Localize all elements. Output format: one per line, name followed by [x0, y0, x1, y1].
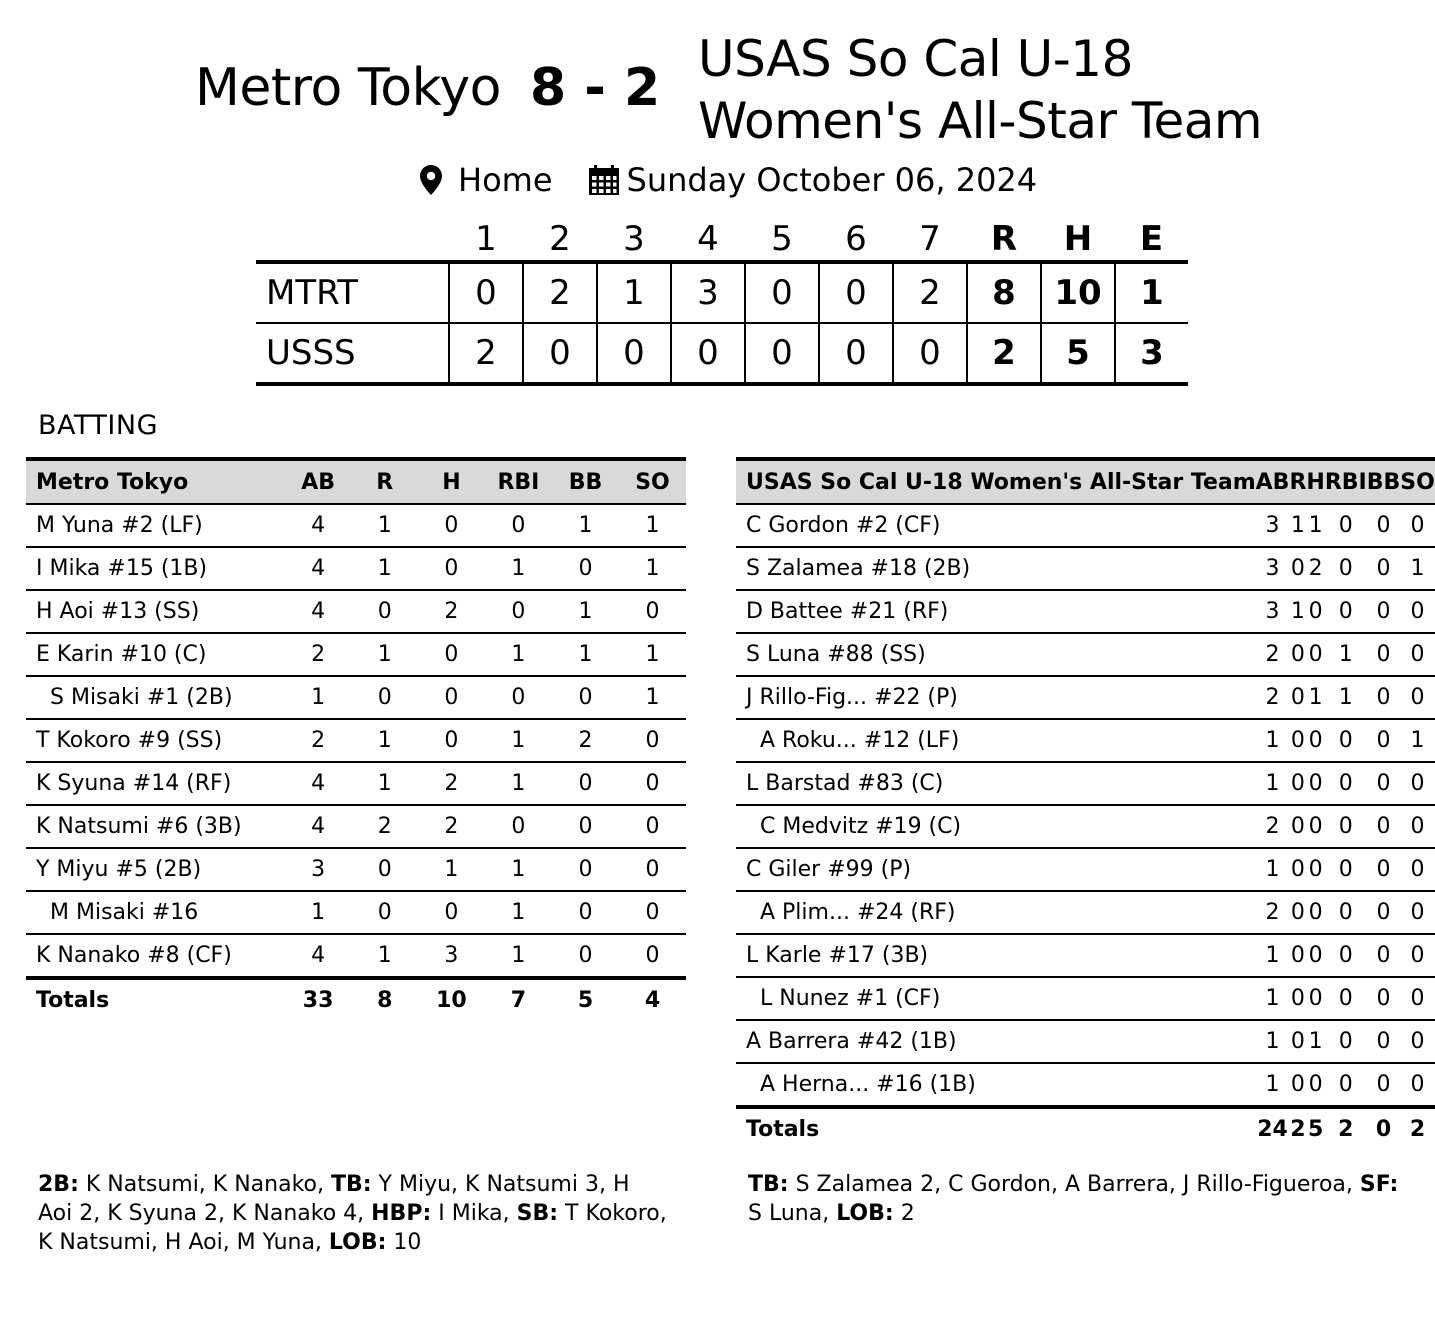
stat-cell: 0 — [1367, 590, 1401, 633]
player-row — [736, 504, 1435, 547]
stat-cell: 0 — [1400, 1020, 1435, 1063]
stat-cell: 1 — [552, 633, 619, 676]
stat-cell: 1 — [485, 848, 552, 891]
stat-cell: 0 — [485, 805, 552, 848]
player-name: Y Miyu #5 (2B) — [26, 848, 285, 891]
stat-cell: 0 — [1367, 1020, 1401, 1063]
player-name: E Karin #10 (C) — [26, 633, 285, 676]
away-batting-notes — [748, 1170, 1408, 1228]
player-name: C Medvitz #19 (C) — [736, 805, 1256, 848]
inning-score: 0 — [819, 323, 893, 384]
player-name: M Yuna #2 (LF) — [26, 504, 285, 547]
player-row — [736, 891, 1435, 934]
total-cell: 2 — [1400, 1107, 1435, 1150]
stat-cell: 1 — [485, 633, 552, 676]
player-row — [26, 891, 686, 934]
stat-cell: 1 — [485, 891, 552, 934]
stat-cell: 1 — [1306, 1020, 1324, 1063]
stat-cell: 0 — [1289, 934, 1306, 977]
note-label: 2B: — [38, 1172, 79, 1197]
stat-cell: 0 — [1306, 719, 1324, 762]
inning-score: 2 — [449, 323, 523, 384]
note-label: SF: — [1359, 1172, 1399, 1197]
total-cell: 4 — [619, 978, 686, 1021]
inning-score: 0 — [523, 323, 597, 384]
hits-total: 5 — [1041, 323, 1115, 384]
note-text: K Natsumi, K Nanako, — [78, 1172, 331, 1197]
player-name: A Roku... #12 (LF) — [736, 719, 1256, 762]
stat-cell: 4 — [285, 934, 352, 978]
stat-cell: 0 — [1400, 848, 1435, 891]
stat-cell: 1 — [1289, 590, 1306, 633]
runs-header: R — [990, 219, 1018, 259]
stat-cell: 0 — [1400, 633, 1435, 676]
inning-score: 0 — [671, 323, 745, 384]
player-row — [26, 590, 686, 633]
team-column-header: USAS So Cal U-18 Women's All-Star Team — [736, 459, 1256, 504]
player-name: M Misaki #16 — [26, 891, 285, 934]
player-name: A Barrera #42 (1B) — [736, 1020, 1256, 1063]
stat-cell: 1 — [485, 934, 552, 978]
stat-cell: 2 — [1306, 547, 1324, 590]
final-score: 8 - 2 — [530, 58, 661, 118]
player-row — [26, 762, 686, 805]
total-cell: 2 — [1325, 1107, 1367, 1150]
stat-column-header: BB — [1367, 459, 1401, 504]
stat-column-header: AB — [285, 459, 352, 504]
stat-cell: 0 — [485, 504, 552, 547]
player-name: I Mika #15 (1B) — [26, 547, 285, 590]
runs-total: 8 — [967, 262, 1041, 323]
stat-cell: 0 — [1306, 934, 1324, 977]
player-name: A Herna... #16 (1B) — [736, 1063, 1256, 1107]
stat-cell: 2 — [1256, 633, 1290, 676]
stat-cell: 1 — [1400, 547, 1435, 590]
stat-cell: 0 — [418, 633, 485, 676]
totals-row — [736, 1107, 1435, 1150]
player-row — [736, 934, 1435, 977]
player-row — [736, 590, 1435, 633]
inning-score: 0 — [819, 262, 893, 323]
stat-cell: 0 — [1367, 848, 1401, 891]
player-row — [736, 977, 1435, 1020]
note-text: S Luna, — [748, 1201, 837, 1226]
home-batting-table — [26, 457, 686, 1021]
inning-header: 2 — [549, 219, 571, 259]
stat-cell: 4 — [285, 547, 352, 590]
stat-cell: 0 — [418, 504, 485, 547]
inning-header: 4 — [697, 219, 719, 259]
stat-cell: 0 — [1325, 719, 1367, 762]
table-header-row — [736, 459, 1435, 504]
stat-cell: 0 — [1289, 977, 1306, 1020]
stat-cell: 0 — [1306, 977, 1324, 1020]
total-cell: 5 — [552, 978, 619, 1021]
errors-total: 1 — [1115, 262, 1188, 323]
note-text: 10 — [386, 1230, 422, 1255]
stat-cell: 0 — [1325, 762, 1367, 805]
note-text: S Zalamea 2, C Gordon, A Barrera, J Rillo-Figueroa, — [788, 1172, 1360, 1197]
inning-header: 7 — [919, 219, 941, 259]
player-name: L Nunez #1 (CF) — [736, 977, 1256, 1020]
stat-cell: 0 — [1289, 805, 1306, 848]
player-row — [26, 676, 686, 719]
totals-label: Totals — [26, 978, 285, 1021]
stat-cell: 1 — [285, 676, 352, 719]
stat-cell: 0 — [1289, 762, 1306, 805]
note-text: T Kokoro, K Natsumi, H Aoi, M Yuna, — [38, 1201, 667, 1255]
player-row — [26, 633, 686, 676]
player-row — [736, 762, 1435, 805]
stat-cell: 2 — [418, 805, 485, 848]
date-text: Sunday October 06, 2024 — [626, 161, 1038, 199]
stat-cell: 3 — [418, 934, 485, 978]
stat-cell: 0 — [1306, 891, 1324, 934]
stat-cell: 0 — [1367, 633, 1401, 676]
stat-cell: 0 — [418, 891, 485, 934]
player-row — [26, 504, 686, 547]
stat-column-header: BB — [552, 459, 619, 504]
stat-cell: 0 — [1400, 805, 1435, 848]
player-row — [736, 848, 1435, 891]
stat-cell: 1 — [619, 504, 686, 547]
stat-cell: 1 — [1256, 719, 1290, 762]
away-team-name-line2: Women's All-Star Team — [698, 92, 1263, 150]
game-header — [0, 0, 1425, 150]
note-label: SB: — [516, 1201, 559, 1226]
stat-cell: 1 — [485, 547, 552, 590]
stat-cell: 3 — [1256, 590, 1290, 633]
stat-cell: 0 — [1400, 1063, 1435, 1107]
inning-header: 1 — [475, 219, 497, 259]
stat-column-header: RBI — [485, 459, 552, 504]
stat-cell: 0 — [1367, 934, 1401, 977]
stat-cell: 0 — [1400, 504, 1435, 547]
stat-cell: 1 — [1306, 504, 1324, 547]
total-cell: 24 — [1256, 1107, 1290, 1150]
batting-section-title: BATTING — [38, 410, 158, 441]
note-label: LOB: — [836, 1201, 894, 1226]
inning-score: 3 — [671, 262, 745, 323]
player-name: D Battee #21 (RF) — [736, 590, 1256, 633]
stat-cell: 0 — [1306, 1063, 1324, 1107]
total-cell: 8 — [352, 978, 418, 1021]
note-label: TB: — [330, 1172, 372, 1197]
stat-cell: 0 — [552, 547, 619, 590]
home-team-name: Metro Tokyo — [195, 58, 501, 118]
stat-cell: 0 — [1367, 1063, 1401, 1107]
inning-score: 0 — [745, 323, 819, 384]
stat-column-header: SO — [1400, 459, 1435, 504]
stat-cell: 0 — [352, 891, 418, 934]
stat-cell: 1 — [418, 848, 485, 891]
stat-cell: 1 — [352, 633, 418, 676]
stat-cell: 1 — [619, 633, 686, 676]
stat-cell: 3 — [1256, 504, 1290, 547]
stat-column-header: AB — [1256, 459, 1290, 504]
note-text: 2 — [893, 1201, 915, 1226]
stat-cell: 0 — [619, 805, 686, 848]
stat-cell: 1 — [1306, 676, 1324, 719]
player-row — [736, 805, 1435, 848]
stat-cell: 0 — [552, 891, 619, 934]
stat-cell: 1 — [1256, 934, 1290, 977]
stat-cell: 1 — [619, 547, 686, 590]
line-score-row — [256, 323, 1188, 384]
table-header-row — [26, 459, 686, 504]
stat-cell: 0 — [1306, 590, 1324, 633]
total-cell: 10 — [418, 978, 485, 1021]
inning-score: 1 — [597, 262, 671, 323]
stat-cell: 3 — [285, 848, 352, 891]
note-label: HBP: — [371, 1201, 432, 1226]
stat-cell: 1 — [1289, 504, 1306, 547]
stat-cell: 0 — [1289, 1063, 1306, 1107]
stat-cell: 0 — [1367, 676, 1401, 719]
totals-label: Totals — [736, 1107, 1256, 1150]
stat-cell: 1 — [352, 762, 418, 805]
stat-cell: 1 — [1256, 848, 1290, 891]
stat-cell: 0 — [1289, 633, 1306, 676]
stat-cell: 1 — [1325, 676, 1367, 719]
stat-cell: 2 — [1256, 676, 1290, 719]
player-name: J Rillo-Fig... #22 (P) — [736, 676, 1256, 719]
away-team-name — [698, 28, 1318, 152]
stat-cell: 0 — [1289, 719, 1306, 762]
stat-cell: 0 — [352, 676, 418, 719]
stat-cell: 0 — [1325, 805, 1367, 848]
away-batting-table — [736, 457, 1435, 1150]
stat-column-header: RBI — [1325, 459, 1367, 504]
stat-cell: 0 — [1306, 805, 1324, 848]
player-name: S Zalamea #18 (2B) — [736, 547, 1256, 590]
note-text: I Mika, — [431, 1201, 517, 1226]
stat-column-header: H — [418, 459, 485, 504]
stat-cell: 0 — [1325, 504, 1367, 547]
player-row — [26, 719, 686, 762]
stat-cell: 0 — [1289, 1020, 1306, 1063]
stat-cell: 0 — [1289, 676, 1306, 719]
stat-cell: 0 — [1325, 1020, 1367, 1063]
stat-cell: 0 — [619, 590, 686, 633]
stat-cell: 0 — [552, 805, 619, 848]
stat-cell: 1 — [352, 934, 418, 978]
stat-column-header: SO — [619, 459, 686, 504]
stat-cell: 0 — [1367, 719, 1401, 762]
stat-cell: 2 — [418, 762, 485, 805]
hits-total: 10 — [1041, 262, 1115, 323]
stat-cell: 1 — [352, 719, 418, 762]
stat-cell: 0 — [1367, 977, 1401, 1020]
stat-cell: 3 — [1256, 547, 1290, 590]
line-score-table — [256, 218, 1188, 386]
stat-cell: 4 — [285, 762, 352, 805]
runs-total: 2 — [967, 323, 1041, 384]
hits-header: H — [1063, 219, 1093, 259]
inning-header: 5 — [771, 219, 793, 259]
player-name: T Kokoro #9 (SS) — [26, 719, 285, 762]
stat-column-header: R — [1289, 459, 1306, 504]
stat-cell: 0 — [418, 719, 485, 762]
stat-cell: 0 — [1367, 504, 1401, 547]
stat-cell: 0 — [1325, 934, 1367, 977]
stat-cell: 0 — [1306, 762, 1324, 805]
stat-cell: 4 — [285, 590, 352, 633]
inning-header: 6 — [845, 219, 867, 259]
stat-cell: 0 — [1367, 547, 1401, 590]
stat-cell: 1 — [1256, 1063, 1290, 1107]
player-row — [26, 848, 686, 891]
player-name: A Plim... #24 (RF) — [736, 891, 1256, 934]
stat-cell: 0 — [619, 934, 686, 978]
stat-cell: 0 — [619, 762, 686, 805]
stat-cell: 2 — [418, 590, 485, 633]
stat-cell: 2 — [1256, 891, 1290, 934]
stat-cell: 0 — [485, 676, 552, 719]
total-cell: 33 — [285, 978, 352, 1021]
stat-cell: 0 — [619, 848, 686, 891]
player-row — [26, 934, 686, 978]
stat-cell: 0 — [1400, 590, 1435, 633]
stat-cell: 0 — [552, 848, 619, 891]
inning-score: 2 — [893, 262, 967, 323]
player-row — [736, 633, 1435, 676]
player-name: K Nanako #8 (CF) — [26, 934, 285, 978]
total-cell: 2 — [1289, 1107, 1306, 1150]
player-name: S Luna #88 (SS) — [736, 633, 1256, 676]
location-text: Home — [458, 161, 553, 199]
stat-cell: 0 — [1325, 547, 1367, 590]
player-row — [736, 1020, 1435, 1063]
away-team-name-line1: USAS So Cal U-18 — [698, 30, 1133, 88]
stat-cell: 4 — [285, 805, 352, 848]
stat-cell: 0 — [1367, 762, 1401, 805]
stat-cell: 1 — [1400, 719, 1435, 762]
team-column-header: Metro Tokyo — [26, 459, 285, 504]
note-text: Y Miyu, K Natsumi 3, H Aoi 2, K Syuna 2, K Nanako 4, — [38, 1172, 630, 1226]
stat-cell: 0 — [352, 590, 418, 633]
stat-cell: 1 — [352, 547, 418, 590]
player-name: C Giler #99 (P) — [736, 848, 1256, 891]
stat-cell: 0 — [485, 590, 552, 633]
stat-cell: 1 — [352, 504, 418, 547]
player-row — [736, 719, 1435, 762]
inning-score: 2 — [523, 262, 597, 323]
player-name: K Natsumi #6 (3B) — [26, 805, 285, 848]
stat-cell: 0 — [552, 934, 619, 978]
inning-score: 0 — [745, 262, 819, 323]
team-abbr: MTRT — [256, 262, 449, 323]
inning-score: 0 — [449, 262, 523, 323]
stat-column-header: R — [352, 459, 418, 504]
totals-row — [26, 978, 686, 1021]
stat-cell: 0 — [418, 676, 485, 719]
player-name: C Gordon #2 (CF) — [736, 504, 1256, 547]
stat-cell: 1 — [485, 719, 552, 762]
stat-cell: 0 — [1325, 1063, 1367, 1107]
stat-cell: 2 — [285, 719, 352, 762]
total-cell: 0 — [1367, 1107, 1401, 1150]
player-name: K Syuna #14 (RF) — [26, 762, 285, 805]
stat-cell: 2 — [285, 633, 352, 676]
stat-cell: 1 — [1256, 762, 1290, 805]
stat-cell: 0 — [418, 547, 485, 590]
stat-cell: 0 — [1400, 891, 1435, 934]
calendar-icon — [589, 163, 619, 197]
team-abbr: USSS — [256, 323, 449, 384]
stat-cell: 0 — [1400, 977, 1435, 1020]
stat-cell: 0 — [1306, 848, 1324, 891]
player-name: S Misaki #1 (2B) — [26, 676, 285, 719]
stat-cell: 4 — [285, 504, 352, 547]
total-cell: 5 — [1306, 1107, 1324, 1150]
stat-cell: 1 — [1256, 1020, 1290, 1063]
inning-score: 0 — [597, 323, 671, 384]
stat-cell: 0 — [619, 719, 686, 762]
player-row — [736, 1063, 1435, 1107]
stat-cell: 1 — [619, 676, 686, 719]
stat-cell: 0 — [1325, 848, 1367, 891]
total-cell: 7 — [485, 978, 552, 1021]
game-meta — [420, 158, 1037, 202]
stat-cell: 2 — [552, 719, 619, 762]
player-name: L Barstad #83 (C) — [736, 762, 1256, 805]
stat-cell: 0 — [1367, 805, 1401, 848]
player-row — [26, 547, 686, 590]
player-row — [26, 805, 686, 848]
stat-cell: 0 — [1289, 547, 1306, 590]
stat-cell: 0 — [1289, 891, 1306, 934]
stat-cell: 1 — [285, 891, 352, 934]
stat-cell: 0 — [1367, 891, 1401, 934]
home-batting-notes — [38, 1170, 668, 1257]
stat-cell: 1 — [552, 590, 619, 633]
stat-cell: 0 — [352, 848, 418, 891]
stat-cell: 0 — [1289, 848, 1306, 891]
stat-cell: 0 — [1400, 934, 1435, 977]
note-label: TB: — [748, 1172, 789, 1197]
inning-header: 3 — [623, 219, 645, 259]
stat-cell: 1 — [1256, 977, 1290, 1020]
stat-cell: 0 — [1306, 633, 1324, 676]
stat-column-header: H — [1306, 459, 1324, 504]
stat-cell: 0 — [1325, 891, 1367, 934]
stat-cell: 0 — [552, 676, 619, 719]
player-name: L Karle #17 (3B) — [736, 934, 1256, 977]
inning-score: 0 — [893, 323, 967, 384]
stat-cell: 1 — [485, 762, 552, 805]
player-row — [736, 547, 1435, 590]
stat-cell: 2 — [1256, 805, 1290, 848]
stat-cell: 1 — [1325, 633, 1367, 676]
errors-header: E — [1139, 219, 1164, 259]
note-label: LOB: — [328, 1230, 387, 1255]
stat-cell: 0 — [552, 762, 619, 805]
errors-total: 3 — [1115, 323, 1188, 384]
player-row — [736, 676, 1435, 719]
stat-cell: 0 — [619, 891, 686, 934]
stat-cell: 0 — [1400, 762, 1435, 805]
stat-cell: 0 — [1325, 977, 1367, 1020]
stat-cell: 2 — [352, 805, 418, 848]
stat-cell: 0 — [1325, 590, 1367, 633]
line-score-row — [256, 262, 1188, 323]
player-name: H Aoi #13 (SS) — [26, 590, 285, 633]
stat-cell: 0 — [1400, 676, 1435, 719]
map-pin-icon — [420, 163, 450, 197]
stat-cell: 1 — [552, 504, 619, 547]
